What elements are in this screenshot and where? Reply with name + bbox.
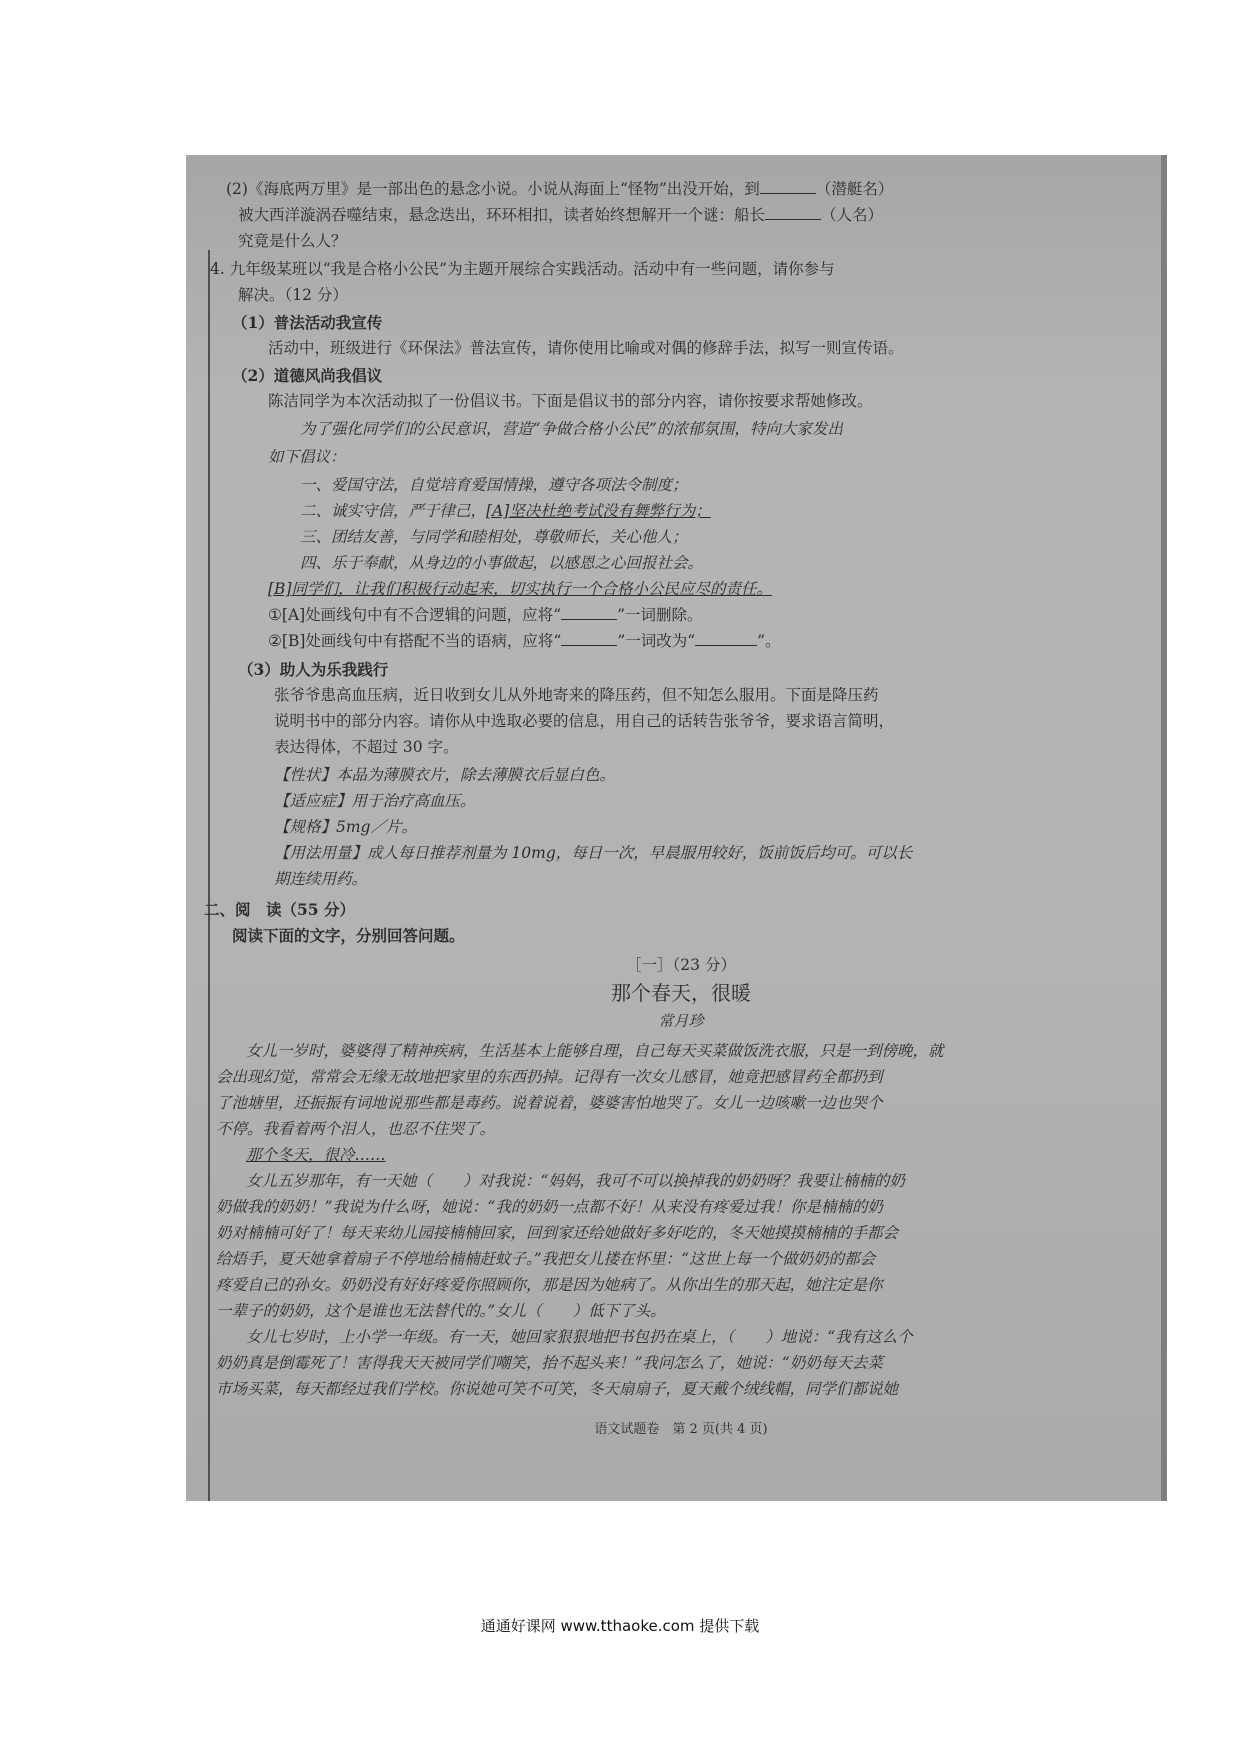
- answer-blank: [760, 179, 816, 194]
- proposal-item-3: 三、团结友善，与同学和睦相处，尊敬师长，关心他人；: [300, 528, 688, 546]
- question-3-2-line-2: 被大西洋漩涡吞噬结束，悬念迭出，环环相扣，读者始终想解开一个谜：船长 （人名）: [238, 206, 884, 224]
- section-2-heading: 二、阅 读（55 分）: [204, 900, 355, 919]
- medicine-property: 【性状】本品为薄膜衣片，除去薄膜衣后显白色。: [274, 766, 616, 784]
- proposal-intro: 为了强化同学们的公民意识，营造“争做合格小公民”的浓郁氛围，特向大家发出: [300, 420, 843, 438]
- question-3-2-line-3: 究竟是什么人？: [238, 232, 347, 250]
- article-author: 常月珍: [658, 1012, 704, 1030]
- article-paragraph-line: 了池塘里，还振振有词地说那些都是毒药。说着说着，婆婆害怕地哭了。女儿一边咳嗽一边也哭个: [216, 1094, 883, 1112]
- article-title: 那个春天，很暖: [611, 981, 751, 1005]
- article-paragraph-line: 奶做我的奶奶！”我说为什么呀，她说：“我的奶奶一点都不好！从来没有疼爱过我！你是楠楠的奶: [216, 1198, 883, 1216]
- medicine-indication: 【适应症】用于治疗高血压。: [274, 792, 476, 810]
- article-paragraph-line: 奶对楠楠可好了！每天来幼儿园接楠楠回家，回到家还给她做好多好吃的，冬天她摸摸楠楠的手都会: [216, 1224, 899, 1242]
- article-paragraph-line: 女儿七岁时，上小学一年级。有一天，她回家狠狠地把书包扔在桌上，（ ）地说：“我有这么个: [246, 1328, 913, 1346]
- medicine-dosage: 【用法用量】成人每日推荐剂量为 10mg，每日一次，早晨服用较好，饭前饭后均可。可以长: [274, 844, 913, 862]
- underlined-sentence-a: [A]坚决杜绝考试没有舞弊行为；: [486, 502, 711, 520]
- sub-question-1-text: 活动中，班级进行《环保法》普法宣传，请你使用比喻或对偶的修辞手法，拟写一则宣传语。: [268, 339, 904, 357]
- article-paragraph-line: 一辈子的奶奶，这个是谁也无法替代的。”女儿（ ）低下了头。: [216, 1302, 666, 1320]
- sub-question-1-title: （1）普法活动我宣传: [232, 313, 383, 332]
- requirement-1: ①[A]处画线句中有不合逻辑的问题，应将“ ”一词删除。: [268, 606, 703, 624]
- answer-blank: [765, 205, 821, 220]
- sub-question-3-line-2: 说明书中的部分内容。请你从中选取必要的信息，用自己的话转告张爷爷，要求语言简明，: [274, 712, 895, 730]
- requirement-2: ②[B]处画线句中有搭配不当的语病，应将“ ”一词改为“ ”。: [268, 632, 781, 650]
- proposal-item-4: 四、乐于奉献，从身边的小事做起，以感恩之心回报社会。: [300, 554, 704, 572]
- sub-question-3-line-3: 表达得体，不超过 30 字。: [274, 738, 459, 756]
- article-paragraph-line: 会出现幻觉，常常会无缘无故地把家里的东西扔掉。记得有一次女儿感冒，她竟把感冒药全都扔到: [216, 1068, 883, 1086]
- proposal-item-2: 二、诚实守信，严于律己，[A]坚决杜绝考试没有舞弊行为；: [300, 502, 711, 520]
- section-2-instruction: 阅读下面的文字，分别回答问题。: [232, 926, 465, 945]
- sub-question-2-title: （2）道德风尚我倡议: [232, 366, 383, 385]
- answer-blank: [561, 605, 617, 620]
- medicine-spec: 【规格】5mg／片。: [274, 818, 417, 836]
- article-paragraph-line: 奶奶真是倒霉死了！害得我天天被同学们嘲笑，抬不起头来！”我问怎么了，她说：“奶奶每天去菜: [216, 1354, 883, 1372]
- answer-blank: [695, 631, 757, 646]
- article-underlined-line: 那个冬天，很冷……: [246, 1146, 386, 1164]
- article-paragraph-line: 女儿五岁那年，有一天她（ ）对我说：“妈妈，我可不可以换掉我的奶奶呀？我要让楠楠的奶: [246, 1172, 905, 1190]
- article-paragraph-line: 女儿一岁时，婆婆得了精神疾病，生活基本上能够自理，自己每天买菜做饭洗衣服，只是一到傍晚，就: [246, 1042, 944, 1060]
- question-4-score: 解决。（12 分）: [238, 286, 348, 304]
- medicine-dosage-end: 期连续用药。: [274, 870, 368, 888]
- proposal-item-1: 一、爱国守法，自觉培育爱国情操，遵守各项法令制度；: [300, 476, 688, 494]
- sub-question-2-text: 陈洁同学为本次活动拟了一份倡议书。下面是倡议书的部分内容，请你按要求帮她修改。: [268, 392, 873, 410]
- sub-question-3-title: （3）助人为乐我践行: [238, 660, 389, 679]
- question-3-2-line-1: (2)《海底两万里》是一部出色的悬念小说。小说从海面上“怪物”出没开始，到 （潜艇名）: [226, 180, 894, 198]
- site-footer: 通通好课网 www.tthaoke.com 提供下载: [480, 1617, 760, 1635]
- scanned-exam-page: [186, 155, 1167, 1501]
- underlined-sentence-b: [B]同学们，让我们积极行动起来，切实执行一个合格小公民应尽的责任。: [268, 580, 772, 598]
- answer-blank: [561, 631, 617, 646]
- sub-question-3-line-1: 张爷爷患高血压病，近日收到女儿从外地寄来的降压药，但不知怎么服用。下面是降压药: [274, 686, 879, 704]
- article-paragraph-line: 不停。我看着两个泪人，也忍不住哭了。: [216, 1120, 496, 1138]
- article-paragraph-line: 给焐手，夏天她拿着扇子不停地给楠楠赶蚊子。”我把女儿搂在怀里：“这世上每一个做奶奶的都会: [216, 1250, 876, 1268]
- part-1-label: ［一］（23 分）: [626, 956, 736, 974]
- article-paragraph-line: 市场买菜，每天都经过我们学校。你说她可笑不可笑，冬天扇扇子，夏天戴个绒线帽，同学们都说她: [216, 1380, 899, 1398]
- article-paragraph-line: 疼爱自己的孙女。奶奶没有好好疼爱你照顾你，那是因为她病了。从你出生的那天起，她注定是你: [216, 1276, 883, 1294]
- page-footer: 语文试题卷 第 2 页(共 4 页): [594, 1422, 768, 1437]
- margin-line: [208, 250, 210, 1501]
- question-4: 4. 九年级某班以“我是合格小公民”为主题开展综合实践活动。活动中有一些问题，请你参与: [210, 260, 835, 278]
- proposal-intro-end: 如下倡议：: [268, 448, 346, 466]
- page-edge-shadow: [1161, 155, 1167, 1501]
